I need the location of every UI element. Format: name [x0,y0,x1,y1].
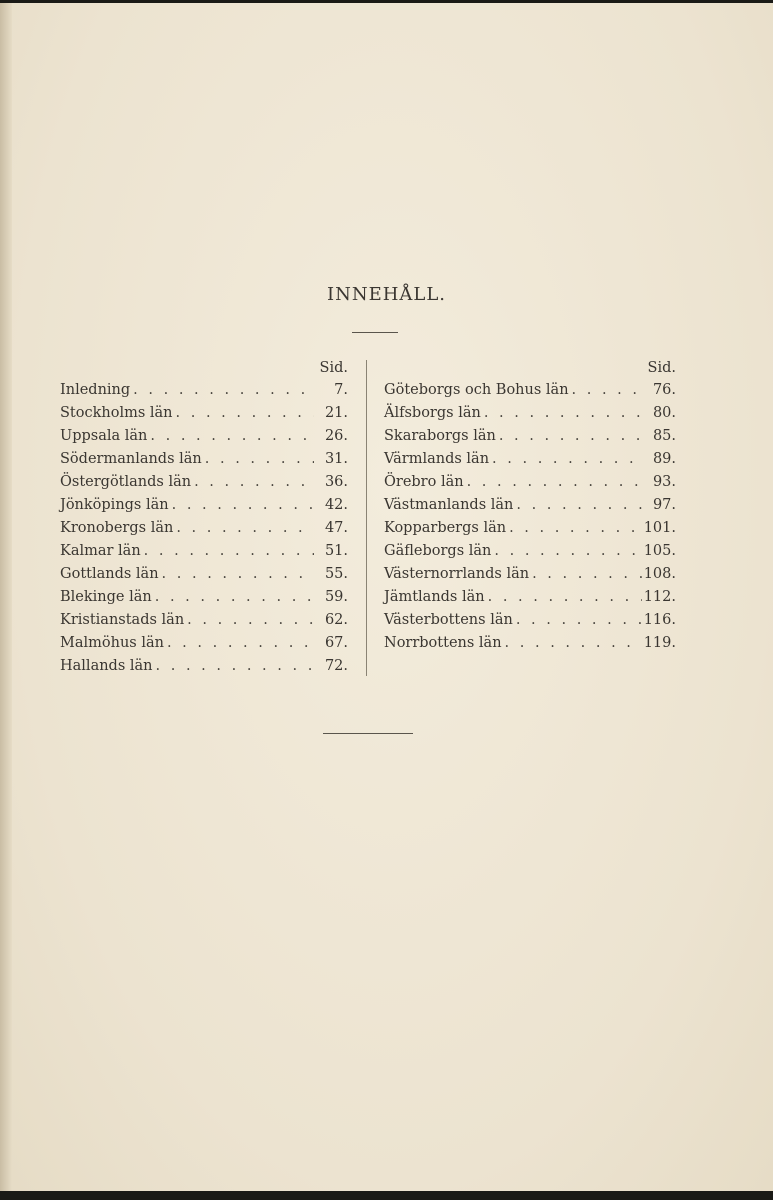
toc-entry-name: Göteborgs och Bohus län [384,382,569,398]
toc-entry [60,425,348,448]
toc-entry-name: Inledning [60,382,131,398]
toc-entry [384,632,676,655]
toc-entry-name: Kopparbergs län [384,520,507,536]
toc-entry-name: Skaraborgs län [384,428,496,444]
dot-leader [173,517,314,540]
toc-entry [384,494,676,517]
toc-entry-name: Kalmar län [60,543,141,559]
toc-entry-name: Blekinge län [60,589,152,605]
toc-entry-name: Jämtlands län [384,589,485,605]
dot-leader [489,448,642,471]
page-column-header: Sid. [319,360,348,376]
page-title: INNEHÅLL. [326,284,447,305]
toc-entry-page: 89. [652,451,676,467]
dot-leader [502,632,642,655]
toc-entry-page: 97. [652,497,676,513]
toc-entry-name: Örebro län [384,474,464,490]
dot-leader [569,379,642,402]
dot-leader [191,471,314,494]
toc-entry [60,494,348,517]
dot-leader [130,379,314,402]
toc-entry-name: Stockholms län [60,405,173,421]
toc-entry-page: 36. [324,474,348,490]
title-rule [352,332,398,333]
dot-leader [481,402,642,425]
toc-entry-name: Malmöhus län [60,635,164,651]
binding-edge [0,3,12,1191]
dot-leader [141,540,314,563]
toc-entry-page: 51. [324,543,348,559]
dot-leader [202,448,314,471]
toc-entry-name: Älfsborgs län [384,405,481,421]
toc-entry-name: Jönköpings län [60,497,169,513]
toc-entry-page: 55. [324,566,348,582]
toc-entry-page: 67. [324,635,348,651]
dot-leader [491,540,642,563]
page-column-header: Sid. [647,360,676,376]
dot-leader [152,586,314,609]
toc-entry [384,448,676,471]
dot-leader [513,609,642,632]
toc-entry [384,540,676,563]
dot-leader [169,494,314,517]
toc-entry-page: 76. [652,382,676,398]
closing-rule [323,733,413,734]
toc-right-column [384,357,676,655]
toc-entry-name: Gäfleborgs län [384,543,492,559]
toc-entry [60,609,348,632]
toc-entry [60,448,348,471]
dot-leader [485,586,642,609]
dot-leader [164,632,314,655]
toc-entry-page: 31. [324,451,348,467]
toc-entry-page: 21. [324,405,348,421]
dot-leader [506,517,642,540]
toc-entry-name: Uppsala län [60,428,148,444]
toc-entry [384,609,676,632]
toc-entry-page: 42. [324,497,348,513]
toc-entry-name: Västerbottens län [384,612,513,628]
toc-entry-name: Hallands län [60,658,153,674]
toc-entry-page: 108. [643,566,676,582]
toc-left-column [60,357,348,678]
dot-leader [184,609,314,632]
toc-entry-page: 80. [652,405,676,421]
toc-entry-page: 62. [324,612,348,628]
toc-entry [384,517,676,540]
dot-leader [159,563,314,586]
toc-entry [384,563,676,586]
toc-entry [60,540,348,563]
toc-entry-page: 116. [643,612,676,628]
toc-entry [60,402,348,425]
toc-entry [60,471,348,494]
column-divider [366,360,367,676]
toc-entry-page: 119. [643,635,676,651]
toc-entry [60,379,348,402]
toc-entry [60,517,348,540]
toc-entry-page: 47. [324,520,348,536]
toc-entry-name: Södermanlands län [60,451,202,467]
toc-entry [384,425,676,448]
dot-leader [147,425,314,448]
dot-leader [153,655,314,678]
toc-entry [384,471,676,494]
toc-entry [384,402,676,425]
toc-entry-name: Kristianstads län [60,612,185,628]
dot-leader [464,471,642,494]
toc-entry [384,379,676,402]
toc-entry-name: Kronobergs län [60,520,174,536]
toc-entry-page: 72. [324,658,348,674]
toc-entry [384,586,676,609]
toc-entry-page: 105. [643,543,676,559]
toc-entry [60,655,348,678]
toc-entry-name: Värmlands län [384,451,490,467]
toc-entry [60,632,348,655]
toc-entry [60,563,348,586]
toc-entry-page: 7. [334,382,348,398]
toc-entry-name: Västmanlands län [384,497,514,513]
toc-entry-page: 101. [643,520,676,536]
toc-entry-page: 93. [652,474,676,490]
toc-entry-name: Östergötlands län [60,474,192,490]
toc-entry-name: Norrbottens län [384,635,502,651]
dot-leader [513,494,642,517]
toc-entry-name: Gottlands län [60,566,159,582]
toc-entry-page: 59. [324,589,348,605]
toc-entry-name: Västernorrlands län [384,566,530,582]
toc-entry-page: 85. [652,428,676,444]
toc-entry [60,586,348,609]
toc-entry-page: 112. [643,589,676,605]
dot-leader [496,425,642,448]
dot-leader [529,563,642,586]
dot-leader [173,402,314,425]
toc-entry-page: 26. [324,428,348,444]
